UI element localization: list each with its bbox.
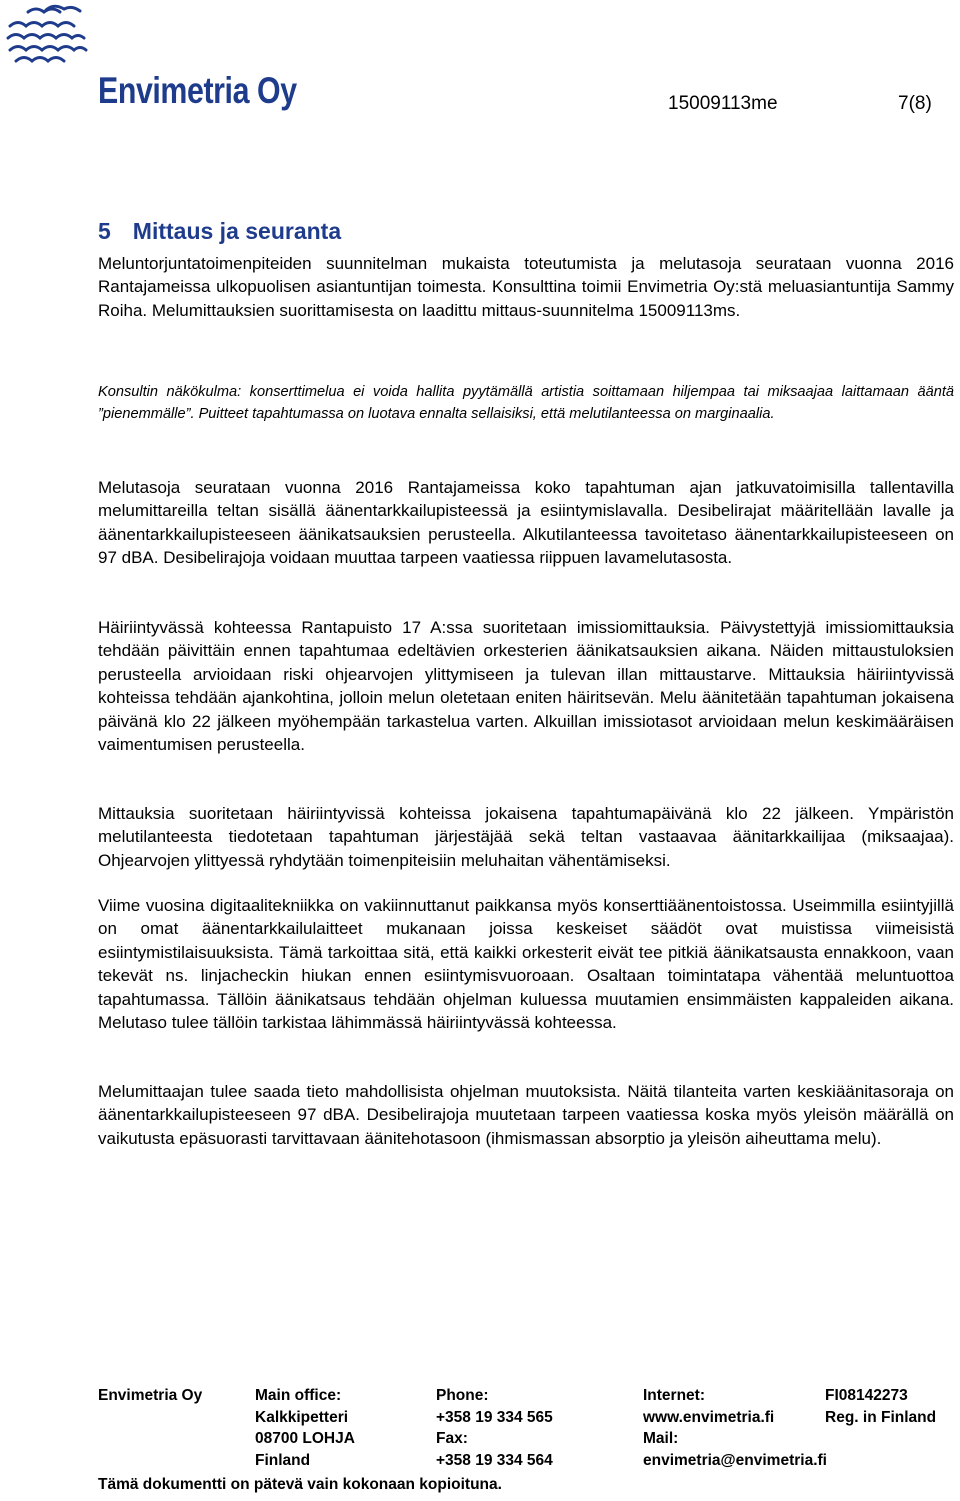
footer-business-id: FI08142273 xyxy=(825,1387,908,1404)
section-number: 5 xyxy=(98,218,111,244)
page-number: 7(8) xyxy=(898,93,932,114)
document-number: 15009113me xyxy=(668,93,778,114)
footer-fax-label: Fax: xyxy=(436,1430,468,1447)
footer-office-street: Kalkkipetteri xyxy=(255,1408,349,1426)
footer-fax-number: +358 19 334 564 xyxy=(436,1451,553,1469)
paragraph-intro: Meluntorjuntatoimenpiteiden suunnitelman mukaista toteutumista ja melutasoja seurataan vuonna 2016 Rantajameissa ulkopuolisen asiantuntijan toimesta. Konsulttina toimii Envimetria Oy:stä meluasiantuntija Sammy Roiha. Melumittauksien suorittamisesta on laadittu mittaus-suunnitelma 15009113ms. xyxy=(98,254,954,320)
paragraph-immission: Häiriintyvässä kohteessa Rantapuisto 17 A:ssa suoritetaan imissiomittauksia. Päivystettyjä imissiomittauksia tehdään päivittäin ennen tapahtumaa edeltävien orkesterien äänikatsauksien aikana. Näiden mittaustuloksien perusteella arvioidaan riski ohjearvojen ylittymiseen ja tulevan illan mittaustarve. Mittauksia häiriintyvissä kohteissa tehdään ajankohtina, jolloin melun oletetaan eniten häiritsevän. Melu äänitetään tapahtuman jokaisena päivänä klo 22 jälkeen myöhempään tarkastelua varten. Alkuillan imissiotasot arvioidaan melun keskimääräisen vaimentumisen perusteella. xyxy=(98,618,954,755)
footer-office-country: Finland xyxy=(255,1451,311,1469)
footer-office-postal: 08700 LOHJA xyxy=(255,1430,355,1447)
footer-phone-label: Phone: xyxy=(436,1387,489,1404)
paragraph-consultant-view: Konsultin näkökulma: konserttimelua ei voida hallita pyytämällä artistia soittamaan hiljempaa tai miksaajaa laittamaan ääntä ”pienemmälle”. Puitteet tapahtumassa on luotava ennalta sellaisiksi, että melutilanteessa on marginaalia. xyxy=(98,384,954,422)
paragraph-measurements: Mittauksia suoritetaan häiriintyvissä kohteissa jokaisena tapahtumapäivänä klo 22 jälkeen. Ympäristön melutilanteesta tiedotetaan tapahtuman järjestäjää sekä teltan vastaavaa äänitarkkailijaa (miksaajaa). Ohjearvojen ylittyessä ryhdytään toimenpiteisiin meluhaitan vähentämiseksi. xyxy=(98,804,954,870)
footer-registration-col xyxy=(825,1385,936,1428)
paragraph-program-changes: Melumittaajan tulee saada tieto mahdollisista ohjelman muutoksista. Näitä tilanteita varten keskiäänitasoraja on äänentarkkailupisteeseen 97 dBA. Desibelirajoja muutetaan tarpeen vaatiessa koska myös yleisön määrällä on vaikutusta epäsuorasti tarvittavaan äänitehotasoon (ihmismassan absorptio ja yleisön aiheuttama melu). xyxy=(98,1082,954,1148)
section-heading xyxy=(98,218,341,245)
footer-internet-col xyxy=(643,1385,827,1471)
footer-internet-label: Internet: xyxy=(643,1387,705,1404)
footer-company-col xyxy=(98,1385,202,1407)
section-title: Mittaus ja seuranta xyxy=(132,218,342,244)
footer-mail-label: Mail: xyxy=(643,1430,679,1447)
footer-phone-col xyxy=(436,1385,553,1471)
company-name-header: Envimetria Oy xyxy=(98,70,297,111)
footer-company: Envimetria Oy xyxy=(98,1387,203,1404)
paragraph-monitoring: Melutasoja seurataan vuonna 2016 Rantajameissa koko tapahtuman ajan jatkuvatoimisilla tallentavilla melumittareilla teltan sisällä äänentarkkailupisteessä ja esiintymislavalla. Desibelirajat määritellään lavalle ja äänentarkkailupisteeseen äänikatsauksien perusteella. Alkutilanteessa tavoitetaso äänentarkkailupisteeseen on 97 dBA. Desibelirajoja voidaan muuttaa tarpeen vaatiessa riippuen lavamelutasosta. xyxy=(98,478,954,568)
footer-registration-note: Reg. in Finland xyxy=(825,1408,937,1426)
paragraph-digital: Viime vuosina digitaalitekniikka on vakiinnuttanut paikkansa myös konserttiäänentoistossa. Useimmilla esiintyjillä on omat äänentarkkailulaitteet mukanaan joissa keskeiset säädöt ovat muistissa viimeisistä esiintymistilaisuuksista. Tämä tarkoittaa sitä, että kaikki orkesterit eivät tee pitkiä äänikatsausta ennakkoon, vaan tekevät ns. linjacheckin hiukan ennen esiintymisvuoroaan. Osaltaan toimintatapa vähentää meluntuottoa tapahtumassa. Tällöin äänikatsaus tehdään ohjelman kuluessa muutamien ensimmäisten kappaleiden aikana. Melutaso tulee tällöin tarkistaa lähimmässä häiriintyvässä kohteessa. xyxy=(98,896,954,1033)
footer-email-link[interactable]: envimetria@envimetria.fi xyxy=(643,1451,827,1469)
footer-office-label: Main office: xyxy=(255,1387,342,1404)
footer-copy-note: Tämä dokumentti on pätevä vain kokonaan kopioituna. xyxy=(98,1476,502,1493)
waves-bird-logo-icon xyxy=(6,4,88,66)
footer-office-col xyxy=(255,1385,355,1471)
footer-website-link[interactable]: www.envimetria.fi xyxy=(643,1408,775,1426)
footer-phone-number: +358 19 334 565 xyxy=(436,1408,553,1426)
